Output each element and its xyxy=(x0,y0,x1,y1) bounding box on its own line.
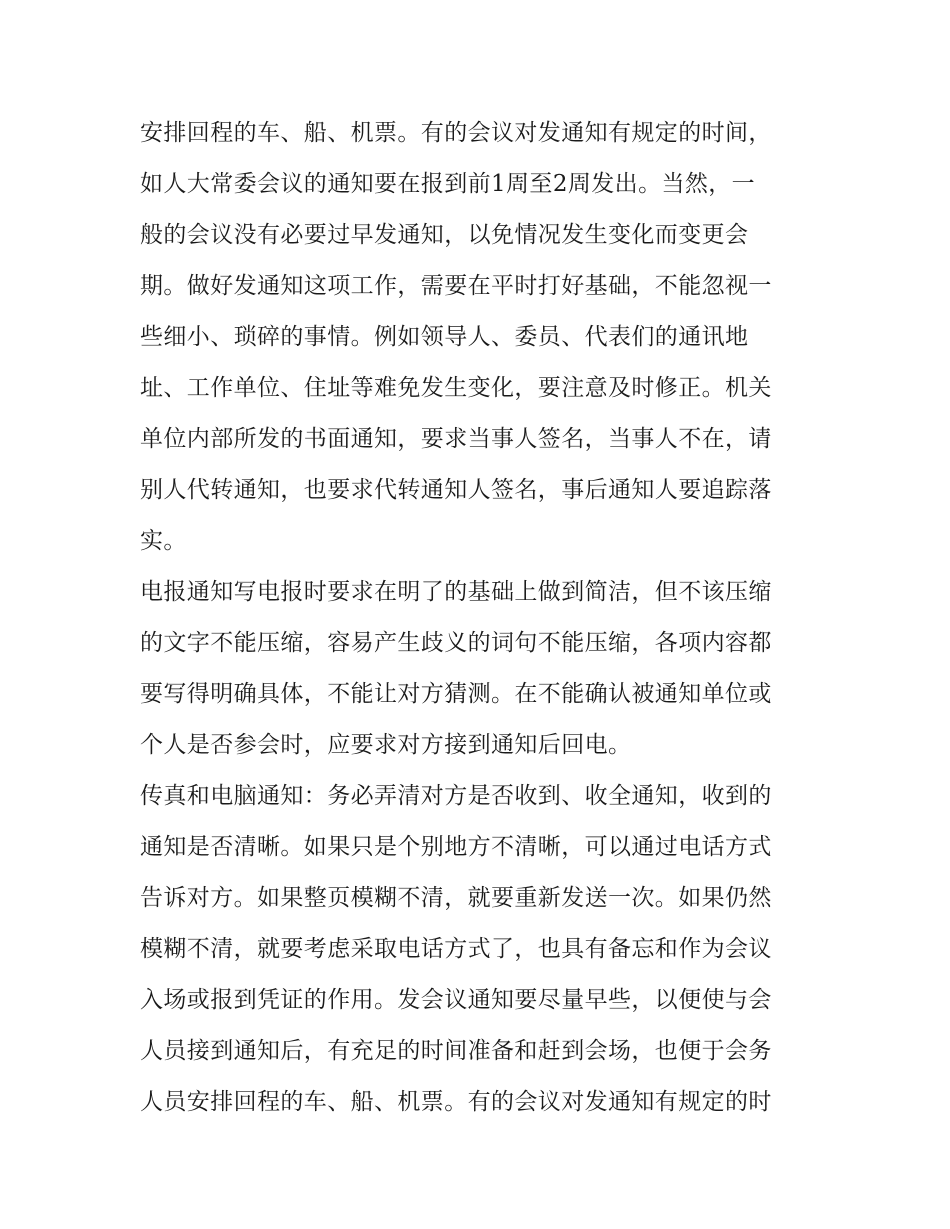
document-body xyxy=(140,108,830,1128)
text-line: 安排回程的车、船、机票。有的会议对发通知有规定的时间， xyxy=(140,120,772,146)
paragraph-3 xyxy=(140,771,830,1128)
text-line: 别人代转通知，也要求代转通知人签名，事后通知人要追踪落 xyxy=(140,477,772,503)
text-line: 实。 xyxy=(140,528,187,554)
text-line: 告诉对方。如果整页模糊不清，就要重新发送一次。如果仍然 xyxy=(140,885,772,911)
text-line: 入场或报到凭证的作用。发会议通知要尽量早些，以便使与会 xyxy=(140,987,772,1013)
paragraph-2 xyxy=(140,567,830,771)
text-line: 单位内部所发的书面通知，要求当事人签名，当事人不在，请 xyxy=(140,426,772,452)
paragraph-1 xyxy=(140,108,830,567)
text-line: 要写得明确具体，不能让对方猜测。在不能确认被通知单位或 xyxy=(140,681,772,707)
text-line: 的文字不能压缩，容易产生歧义的词句不能压缩，各项内容都 xyxy=(140,630,772,656)
text-line: 如人大常委会议的通知要在报到前1周至2周发出。当然，一 xyxy=(140,171,756,197)
text-line: 模糊不清，就要考虑采取电话方式了，也具有备忘和作为会议 xyxy=(140,936,772,962)
text-line: 人员接到通知后，有充足的时间准备和赶到会场，也便于会务 xyxy=(140,1038,772,1064)
text-line: 人员安排回程的车、船、机票。有的会议对发通知有规定的时 xyxy=(140,1089,772,1115)
text-line: 传真和电脑通知：务必弄清对方是否收到、收全通知，收到的 xyxy=(140,783,772,809)
text-line: 个人是否参会时，应要求对方接到通知后回电。 xyxy=(140,732,632,758)
text-line: 址、工作单位、住址等难免发生变化，要注意及时修正。机关 xyxy=(140,375,772,401)
text-line: 般的会议没有必要过早发通知，以免情况发生变化而变更会 xyxy=(140,222,749,248)
text-line: 通知是否清晰。如果只是个别地方不清晰，可以通过电话方式 xyxy=(140,834,772,860)
text-line: 期。做好发通知这项工作，需要在平时打好基础，不能忽视一 xyxy=(140,273,772,299)
text-line: 些细小、琐碎的事情。例如领导人、委员、代表们的通讯地 xyxy=(140,324,749,350)
text-line: 电报通知写电报时要求在明了的基础上做到简洁，但不该压缩 xyxy=(140,579,772,605)
